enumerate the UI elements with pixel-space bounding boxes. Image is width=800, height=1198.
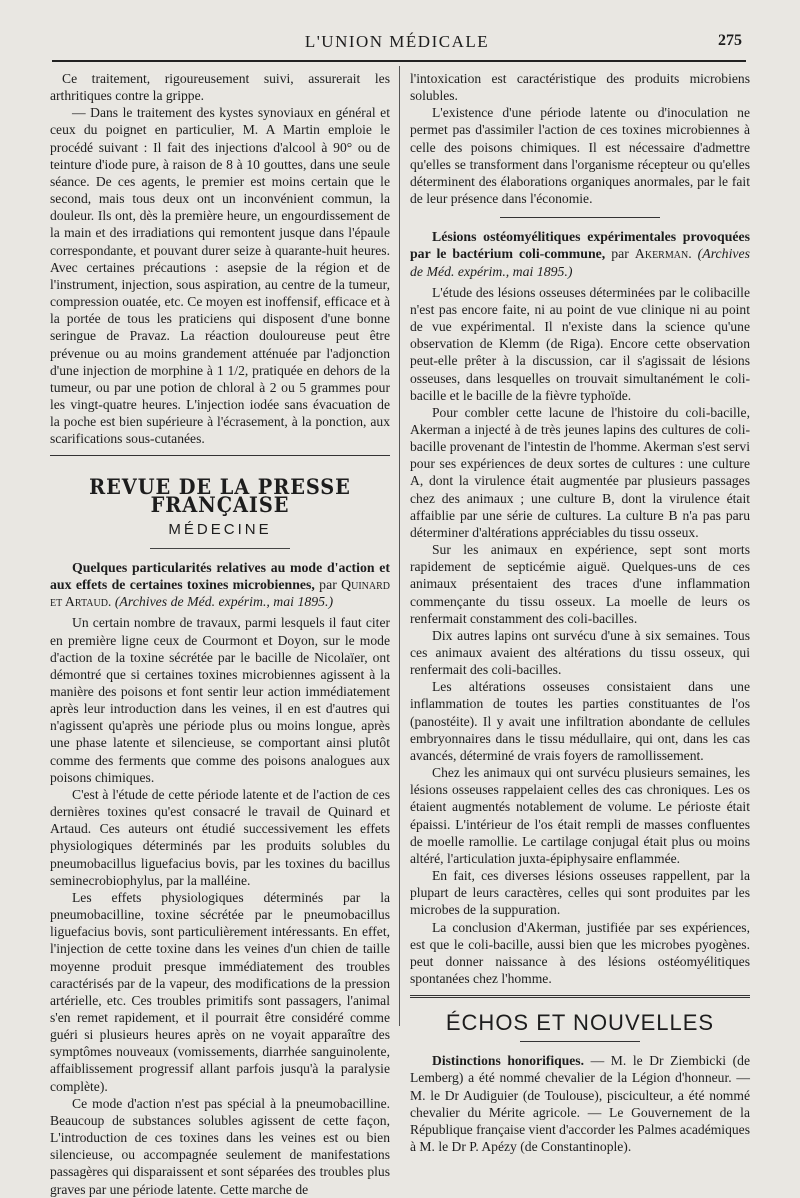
news-text: — M. le Dr Ziembicki (de Lemberg) a été nommé chevalier de la Légion d'honneur. — M. le Dr Audiguier (de Toulouse), pisciculteur, a été nommé chevalier du Mérite agricole. — Le Gouvernement de la République française vient d'accorder les Palmes académiques à M. le Dr P. Apézy (de Constantinople). [410,1053,750,1155]
paragraph: — Dans le traitement des kystes synoviaux en général et ceux du poignet en particulier, M. A Martin emploie le procédé suivant : Il fait des injections d'alcool à 90° ou de teinture d'iode pure, à raison de 8 à 10 gouttes, dans une seule séance. De ces agents, le premier est moins certain que le second, mais tous deux ont un inconvénient commun, la douleur. Ils ont, dès la première heure, un engourdissement de la main et des irradiations qui remontent jusque dans l'épaule correspondante, et pouvant durer seize à quarante-huit heures. Avec certaines précautions : asepsie de la région et de l'instrument, injection, sous aspiration, au centre de la tumeur, compression ouatée, etc. Ce moyen est inoffensif, efficace et à la portée de tous les praticiens qui disposent d'une bonne seringue de Pravaz. La réaction douloureuse peut être prévenue ou au moins grandement atténuée par l'adjonction d'une injection de morphine à 1 1/2, pratiquée en dehors de la tumeur, ou par une potion de chloral à 2 ou 5 grammes pour les vingt-quatre heures. L'injection iodée sans évacuation de la poche est bien supérieure à l'écrasement, à la ponction, aux scarifications sous-cutanées. [50,105,390,447]
right-column [410,70,750,1155]
paragraph: l'intoxication est caractéristique des produits microbiens solubles. [410,71,750,104]
section-rule [50,455,390,456]
article-title: Quelques particularités relatives au mode d'action et aux effets de certaines toxines microbiennes, [50,559,390,593]
article-source: (Archives de Méd. expérim., mai 1895.) [114,594,334,610]
paragraph: Dix autres lapins ont survécu d'une à six semaines. Tous ces animaux avaient des altérations du tissu osseux, qui renfermait des coli-bacilles. [410,627,750,678]
paragraph: L'étude des lésions osseuses déterminées par le colibacille n'est pas encore faite, ni au point de vue clinique ni au point de vue expérimental. Il n'existe dans la science qu'une observation de Klemm (de Riga). Encore cette observation peut-elle prêter à la discussion, car il s'agissait de lésions osseuses, dans lesquelles on trouvait simultanément le coli-bacille et le bacille de la fièvre typhoïde. [410,284,750,403]
news-heading: Distinctions honorifiques. [432,1053,584,1069]
article-source: (Archives de Méd. expérim., mai 1895.) [410,246,751,279]
paragraph: C'est à l'étude de cette période latente et de l'action de ces dernières toxines qu'est consacré le travail de Quinard et Artaud. Ces auteurs ont étudié successivement les effets physiologiques déterminés par les produits solubles du pneumobacillus liguefacius bovis, par les toxines du bacillus seminecrobiophylus, par la malléine. [50,786,390,888]
paragraph: Pour combler cette lacune de l'histoire du coli-bacille, Akerman a injecté à de très jeunes lapins des cultures de coli-bacille provenant de l'intestin de l'homme. Akerman s'est servi pour ses expériences de deux sortes de cultures : une culture A, dont la virulence était augmentée par plusieurs passages chez des animaux ; une culture B, dont la virulence était affaiblie par une série de cultures. La culture B n'a pas paru déterminer d'altérations appréciables du tissu osseux. [410,404,750,540]
paragraph: L'existence d'une période latente ou d'inoculation ne permet pas d'assimiler l'action de ces toxines microbiennes à celle des poisons chimiques. Il est nécessaire d'admettre qu'elles se transforment dans l'organisme récepteur ou qu'elles déterminent des élaborations organiques anormales, par le fait de leur présence dans l'économie. [410,105,750,207]
paragraph: Sur les animaux en expérience, sept sont morts rapidement de septicémie aiguë. Quelques-uns de ces animaux présentaient des traces d'une inflammation commençante du tissu osseux. La moelle de leurs os renfermait constamment des coli-bacilles. [410,542,750,626]
header-rule [52,60,746,62]
article-authors: Quinard et Artaud. [50,577,391,610]
article-heading [410,228,750,279]
paragraph: Un certain nombre de travaux, parmi lesquels il faut citer en première ligne ceux de Courmont et Doyon, sur le mode d'action de la toxine sécrétée par le bacille de Nicolaïer, ont démontré que si certaines toxines microbiennes agissent à la manière des poisons et font sentir leur action immédiatement après leur introduction dans les veines, il en est d'autres qui n'agissent qu'après une période plus ou moins longue, après une phase latente et silencieuse, se comportant ainsi plutôt comme des ferments que comme des poisons analogues aux poisons chimiques. [50,615,390,785]
article-heading [50,559,390,610]
left-column [50,70,390,1198]
journal-title: L'UNION MÉDICALE [304,32,490,51]
subtitle-rule [520,1041,640,1042]
paragraph: Les altérations osseuses consistaient dans une inflammation de toutes les parties constituantes de l'os (panostéite). Il y avait une infiltration abondante de cellules embryonnaires dans le tissu médullaire, qui ont, dans les cas avancés, déterminé de vrais foyers de ramollissement. [410,679,750,763]
paragraph: Ce traitement, rigoureusement suivi, assurerait les arthritiques contre la grippe. [50,71,390,104]
subtitle-rule [150,548,290,549]
section-rule [500,217,660,218]
section-title: REVUE DE LA PRESSE FRANÇAISE [89,474,351,517]
page-number: 275 [718,32,742,49]
page-header [52,30,742,54]
section-title: ÉCHOS ET NOUVELLES [445,1010,715,1036]
article-author: Akerman. [634,246,692,262]
article-by: par [611,246,629,262]
paragraph: Chez les animaux qui ont survécu plusieurs semaines, les lésions osseuses rappelaient celles des cas chroniques. Les os étaient augmentés notablement de volume. Le périoste était épaissi. L'intérieur de l'os était rempli de masses confluentes de moelle ramollie. Le cartilage conjugal était plus ou moins altéré, l'articulation juxta-épiphysaire enflammée. [410,765,750,866]
paragraph: Les effets physiologiques déterminés par la pneumobacilline, toxine sécrétée par le pneumobacillus liguefacius bovis, sont particulièrement intéressants. En effet, l'injection de cette toxine dans les veines d'un chien de taille moyenne produit presque immédiatement des troubles caractérisés par de la vapeur, des modifications de la pression artérielle, etc. Ces troubles primitifs sont passagers, l'animal s'en remet rapidement, et il pourrait être considéré comme guéri si plusieurs heures après on ne voyait apparaître des symptômes nouveaux (vomissements, diarrhée sanguinolente, affaiblissement progressif allant parfois jusqu'à la paralysie complète). [50,889,390,1094]
section-subtitle: MÉDECINE [168,520,272,538]
column-divider [399,66,400,1026]
article-by: par [319,577,337,593]
news-item [410,1052,750,1155]
paragraph: La conclusion d'Akerman, justifiée par ses expériences, est que le coli-bacille, aussi bien que les microbes pyogènes. peut donner naissance à des lésions ostéomyélitiques spontanées chez l'homme. [410,919,750,986]
section-rule [410,995,750,998]
article-title: Lésions ostéomyélitiques expérimentales provoquées par le bactérium coli-commune, [410,229,750,262]
paragraph: En fait, ces diverses lésions osseuses rappellent, par la plupart de leurs caractères, celles qui sont produites par les microbes de la suppuration. [410,868,750,918]
paragraph: Ce mode d'action n'est pas spécial à la pneumobacilline. Beaucoup de substances solubles agissent de cette façon, L'introduction de ces toxines dans les veines est ou bien silencieuse, ou accompagnée seulement de manifestations passagères qui disparaissent et sont séparées des troubles plus graves par une période latente. Cette marche de [50,1095,390,1197]
